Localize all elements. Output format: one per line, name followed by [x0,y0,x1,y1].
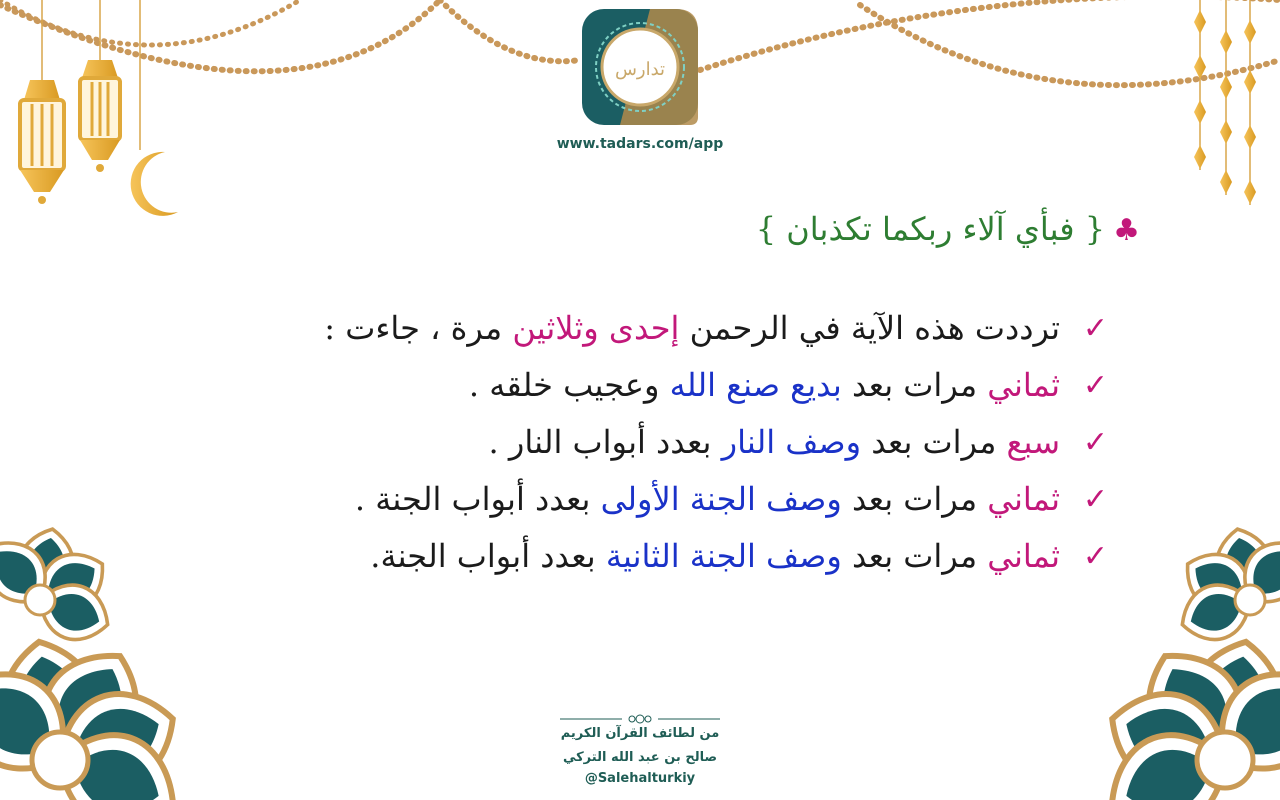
check-icon: ✓ [1082,425,1108,460]
flower-bottom-right [1097,634,1280,800]
point-text-segment: ثماني [987,537,1060,575]
point-text-segment: وصف النار [721,423,862,461]
check-icon: ✓ [1082,482,1108,517]
point-text-segment: مرة ، جاءت : [324,309,513,347]
check-icon: ✓ [1082,368,1108,403]
lantern-2 [80,0,120,172]
hanging-ornaments-right [1194,0,1256,205]
point-text-segment: وصف الجنة الأولى [600,480,842,518]
point-item [240,357,1108,414]
credit-handle[interactable]: @Salehalturkiy [584,771,696,786]
point-text-segment: مرات بعد [841,537,988,575]
point-text-segment: بعدد أبواب الجنة . [354,480,601,518]
point-text-segment: مرات بعد [861,423,1007,461]
point-text-segment: بعدد أبواب النار . [488,423,722,461]
crescent-moon [131,0,178,216]
verse-heading [756,210,1140,248]
point-text-segment: مرات بعد [841,366,988,404]
point-text-segment: ثماني [987,366,1060,404]
credit-series: من لطائف القرآن الكريم [560,726,720,741]
check-icon: ✓ [1082,311,1108,346]
point-item [240,414,1108,471]
point-item [240,471,1108,528]
club-icon: ♣ [1113,213,1140,248]
verse-text: { فبأي آلاء ربكما تكذبان } [755,210,1106,248]
flower-small-left [0,524,117,650]
logo-wordmark: تدارس [614,59,666,80]
credit-author: صالح بن عبد الله التركي [562,750,718,765]
garland-right [700,0,1280,70]
point-item [240,300,1108,357]
point-text-segment: وصف الجنة الثانية [605,537,842,575]
app-url[interactable]: www.tadars.com/app [556,136,724,152]
point-text-segment: سبع [1006,423,1060,461]
garland-left-upper [0,0,300,45]
flower-bottom-left [0,634,188,800]
garland-center [440,0,580,61]
author-credit [540,712,740,786]
garland-left [0,0,440,71]
point-text-segment: بعدد أبواب الجنة. [370,537,606,575]
point-item [240,528,1108,585]
check-icon: ✓ [1082,539,1108,574]
point-text-segment: ترددت هذه الآية في الرحمن [679,309,1060,347]
point-text-segment: إحدى وثلاثين [512,309,680,347]
tadars-logo [580,7,700,127]
point-text-segment: مرات بعد [841,480,988,518]
flower-small-right [1173,524,1280,650]
point-text-segment: بديع صنع الله [669,366,842,404]
point-text-segment: ثماني [987,480,1060,518]
points-list [240,300,1108,585]
point-text-segment: وعجيب خلقه . [468,366,670,404]
